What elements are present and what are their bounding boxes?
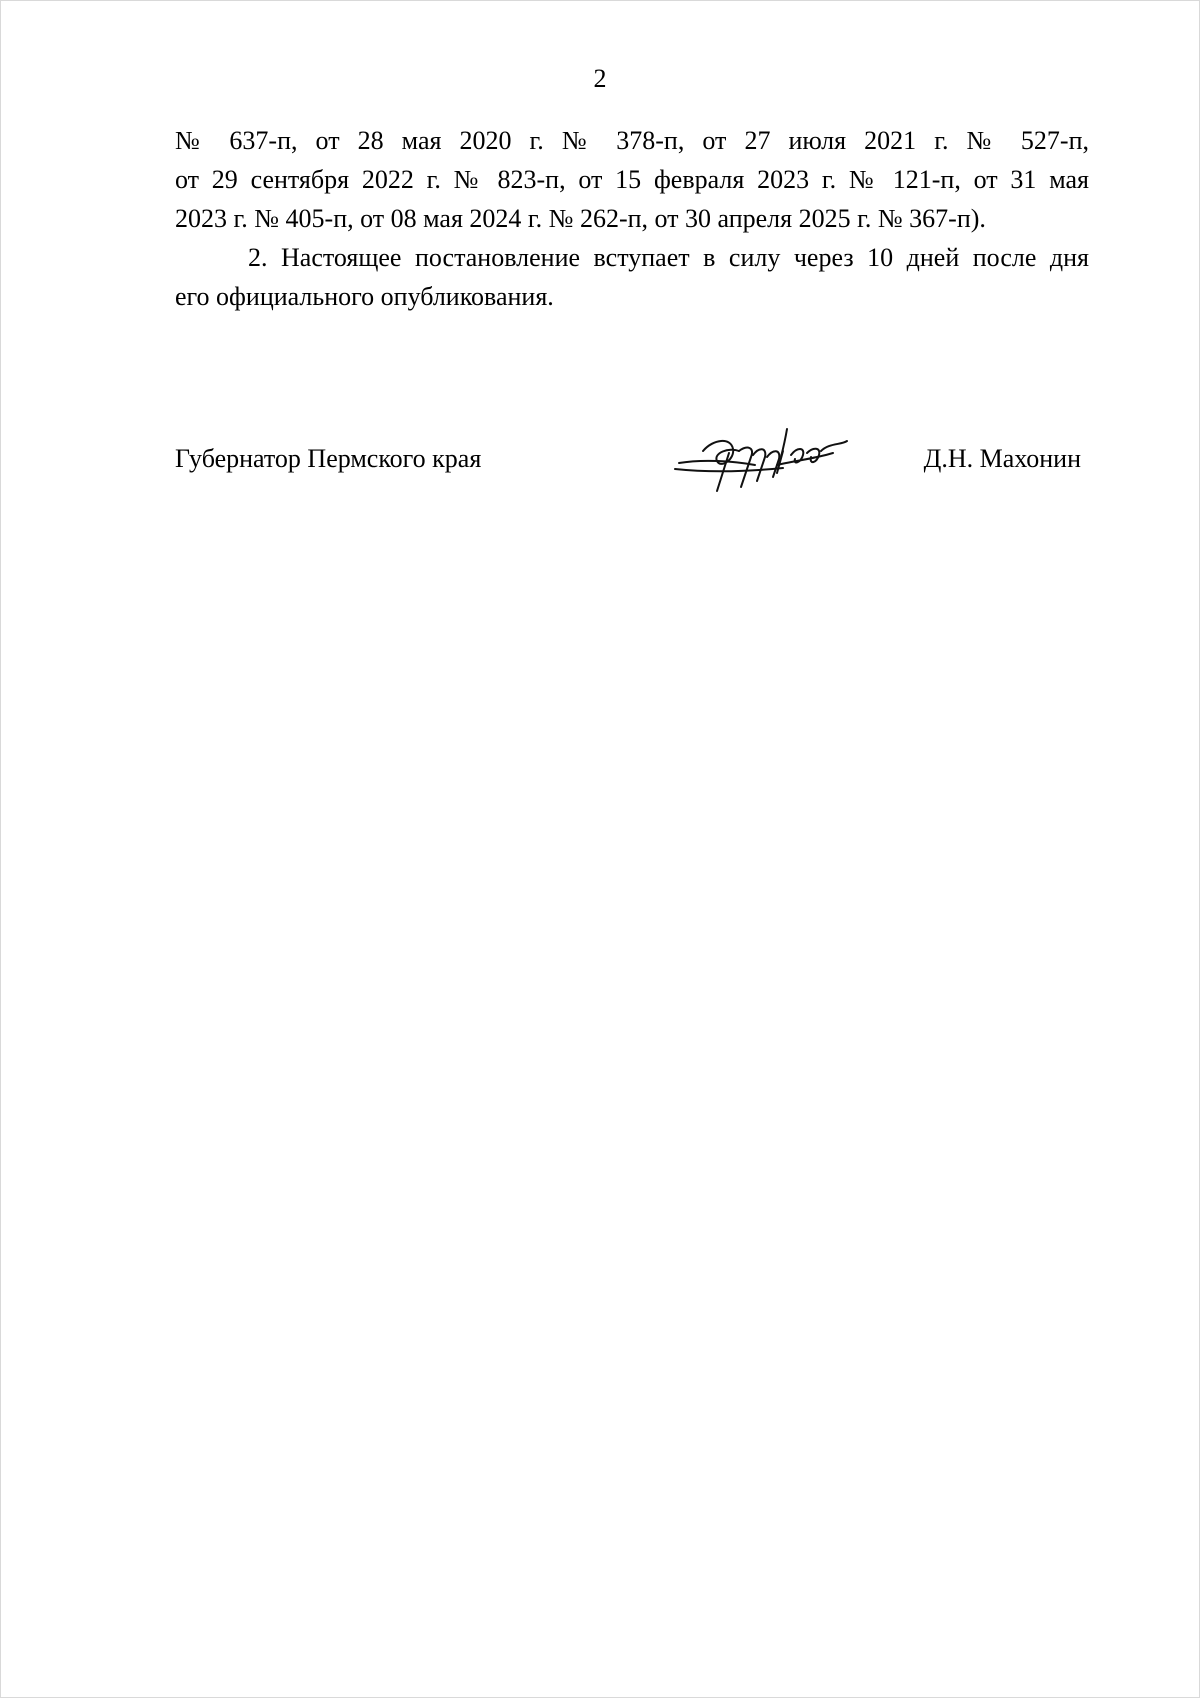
paragraph-effective-date <box>175 238 1089 316</box>
text-line: 2023 г. № 405-п, от 08 мая 2024 г. № 262-п, от 30 апреля 2025 г. № 367-п). <box>175 204 986 233</box>
paragraph-amendments-list <box>175 121 1089 238</box>
page-number: 2 <box>593 64 607 93</box>
text-line: № 637-п, от 28 мая 2020 г. № 378-п, от 27 июля 2021 г. № 527-п, <box>175 126 1089 155</box>
handwritten-signature <box>673 421 855 501</box>
signer-name: Д.Н. Махонин <box>923 444 1081 473</box>
text-line: 2. Настоящее постановление вступает в силу через 10 дней после дня <box>248 243 1089 272</box>
text-line: его официального опубликования. <box>175 282 554 311</box>
signature-block <box>175 421 1081 501</box>
document-body <box>175 121 1089 316</box>
text-line: от 29 сентября 2022 г. № 823-п, от 15 февраля 2023 г. № 121-п, от 31 мая <box>175 165 1089 194</box>
signer-title: Губернатор Пермского края <box>175 444 482 473</box>
